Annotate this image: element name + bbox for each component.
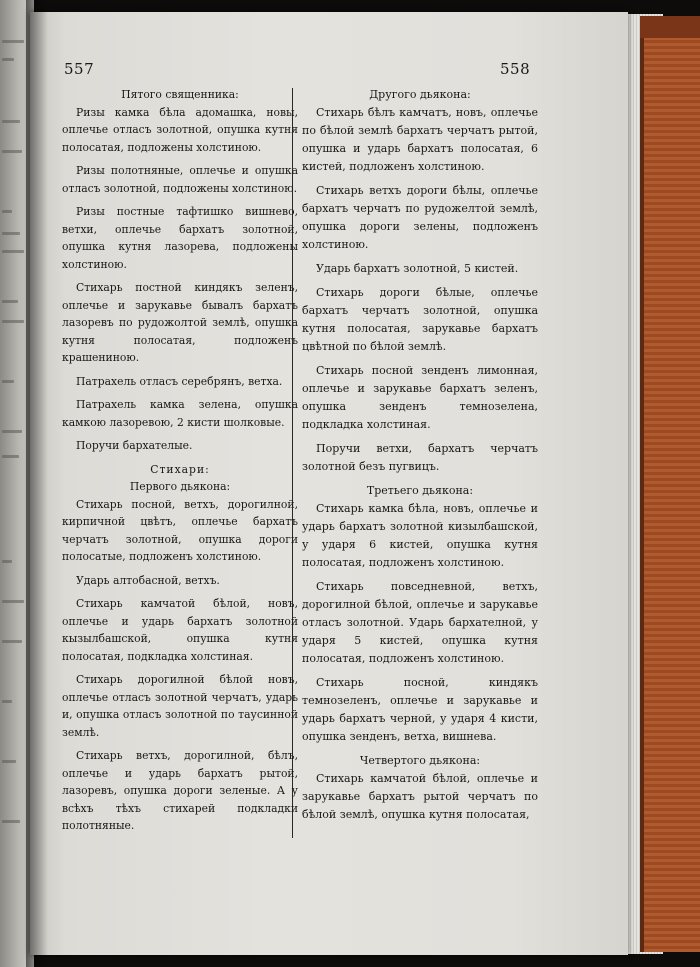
previous-page-text-mark	[2, 40, 24, 43]
previous-page-text-mark	[2, 300, 18, 303]
inventory-entry: Стихарь ветхъ, дорогилной, бѣлъ, оплечье и ударь бархатъ рытой, лазоревъ, опушка дороги зеленые. А у всѣхъ тѣхъ стихарей подкладки полотняные.	[62, 749, 298, 832]
previous-page-text-mark	[2, 760, 16, 763]
section-heading: Четвертого дьякона:	[359, 754, 481, 767]
previous-page-text-mark	[2, 232, 20, 235]
page-number-right: 558	[500, 60, 531, 78]
section-heading: Другого дьякона:	[369, 88, 471, 101]
section-heading: Стихари:	[150, 462, 210, 476]
previous-page-text-mark	[2, 700, 12, 703]
inventory-entry: Стихарь постной киндякъ зеленъ, оплечье и зарукавье бывалъ бархатъ лазоревъ по рудожолтой землѣ, опушка кутня полосатая, подложенъ крашениною.	[62, 281, 298, 364]
inventory-entry: Патрахель камка зелена, опушка камкою лазоревою, 2 кисти шолковые.	[62, 398, 298, 429]
previous-page-text-mark	[2, 58, 14, 61]
inventory-entry: Стихарь посной зенденъ лимонная, оплечье и зарукавье бархатъ зеленъ, опушка зенденъ темнозелена, подкладка холстиная.	[302, 364, 538, 431]
previous-page-text-mark	[2, 430, 22, 433]
inventory-entry: Стихарь ветхъ дороги бѣлы, оплечье бархатъ черчатъ по рудожелтой землѣ, опушка дороги зелены, подложенъ холстиною.	[302, 184, 538, 251]
previous-page-text-mark	[2, 210, 12, 213]
open-page	[30, 12, 628, 955]
previous-page-text-mark	[2, 820, 20, 823]
previous-page-text-mark	[2, 560, 12, 563]
inventory-entry: Стихарь повседневной, ветхъ, дорогилной бѣлой, оплечье и зарукавье отласъ золотной. Ударь бархателной, у ударя 5 кистей, опушка кутня полосатая, подложенъ холстиною.	[302, 580, 538, 665]
previous-page-text-mark	[2, 150, 22, 153]
previous-page-text-mark	[2, 250, 24, 253]
inventory-entry: Патрахель отласъ серебрянъ, ветха.	[76, 374, 283, 388]
inventory-entry: Стихарь бѣлъ камчатъ, новъ, оплечье по бѣлой землѣ бархатъ черчатъ рытой, опушка и ударь бархатъ полосатая, 6 кистей, подложенъ холстиною.	[302, 106, 538, 173]
inventory-entry: Ризы полотняные, оплечье и опушка отласъ золотной, подложены холстиною.	[62, 164, 298, 195]
inventory-entry: Стихарь камчатой бѣлой, оплечье и зарукавье бархатъ рытой черчатъ по бѣлой землѣ, опушка кутня полосатая,	[302, 772, 538, 821]
section-heading: Третьего дьякона:	[366, 484, 474, 497]
previous-page-text-mark	[2, 120, 20, 123]
inventory-entry: Ризы камка бѣла адомашка, новы, оплечье отласъ золотной, опушка кутня полосатая, подложены холстиною.	[62, 105, 298, 154]
previous-page-text-mark	[2, 455, 19, 458]
inventory-entry: Поручи бархателые.	[76, 439, 193, 452]
inventory-entry: Поручи ветхи, бархатъ черчатъ золотной безъ пугвицъ.	[302, 442, 538, 473]
previous-page-text-mark	[2, 640, 22, 643]
gutter-shadow	[26, 0, 48, 967]
right-column	[302, 86, 538, 830]
inventory-entry: Ризы постные тафтишко вишнево, ветхи, оплечье бархатъ золотной, опушка кутня лазорева, подложены холстиною.	[62, 205, 298, 271]
inventory-entry: Стихарь камчатой бѣлой, новъ, оплечье и ударь бархатъ золотной кызылбашской, опушка кутня полосатая, подкладка холстиная.	[62, 597, 298, 663]
inventory-entry: Стихарь дороги бѣлые, оплечье бархатъ черчатъ золотной, опушка кутня полосатая, зарукавье бархатъ цвѣтной по бѣлой землѣ.	[302, 286, 538, 353]
book-binding	[640, 16, 700, 952]
previous-page-text-mark	[2, 600, 24, 603]
section-heading: Первого дьякона:	[129, 480, 231, 493]
left-column	[62, 86, 298, 841]
previous-page-text-mark	[2, 320, 24, 323]
inventory-entry: Стихарь посной, ветхъ, дорогилной, кирпичной цвѣтъ, оплечье бархатъ черчатъ золотной, опушка дороги полосатые, подложенъ холстиною.	[62, 497, 298, 563]
inventory-entry: Ударь бархатъ золотной, 5 кистей.	[316, 262, 519, 275]
section-heading: Пятого священника:	[121, 88, 239, 101]
page-number-left: 557	[64, 60, 95, 78]
inventory-entry: Стихарь посной, киндякъ темнозеленъ, оплечье и зарукавье и ударь бархатъ черной, у ударя 4 кисти, опушка зенденъ, ветха, вишнева.	[302, 676, 538, 743]
inventory-entry: Стихарь дорогилной бѣлой новъ, оплечье отласъ золотной черчатъ, ударь и, опушка отласъ золотной по таусинной землѣ.	[62, 673, 298, 739]
previous-page-text-mark	[2, 380, 14, 383]
inventory-entry: Стихарь камка бѣла, новъ, оплечье и ударь бархатъ золотной кизылбашской, у ударя 6 кистей, опушка кутня полосатая, подложенъ холстиною.	[302, 502, 538, 569]
inventory-entry: Ударь алтобасной, ветхъ.	[76, 573, 220, 587]
binding-cap	[640, 16, 700, 38]
